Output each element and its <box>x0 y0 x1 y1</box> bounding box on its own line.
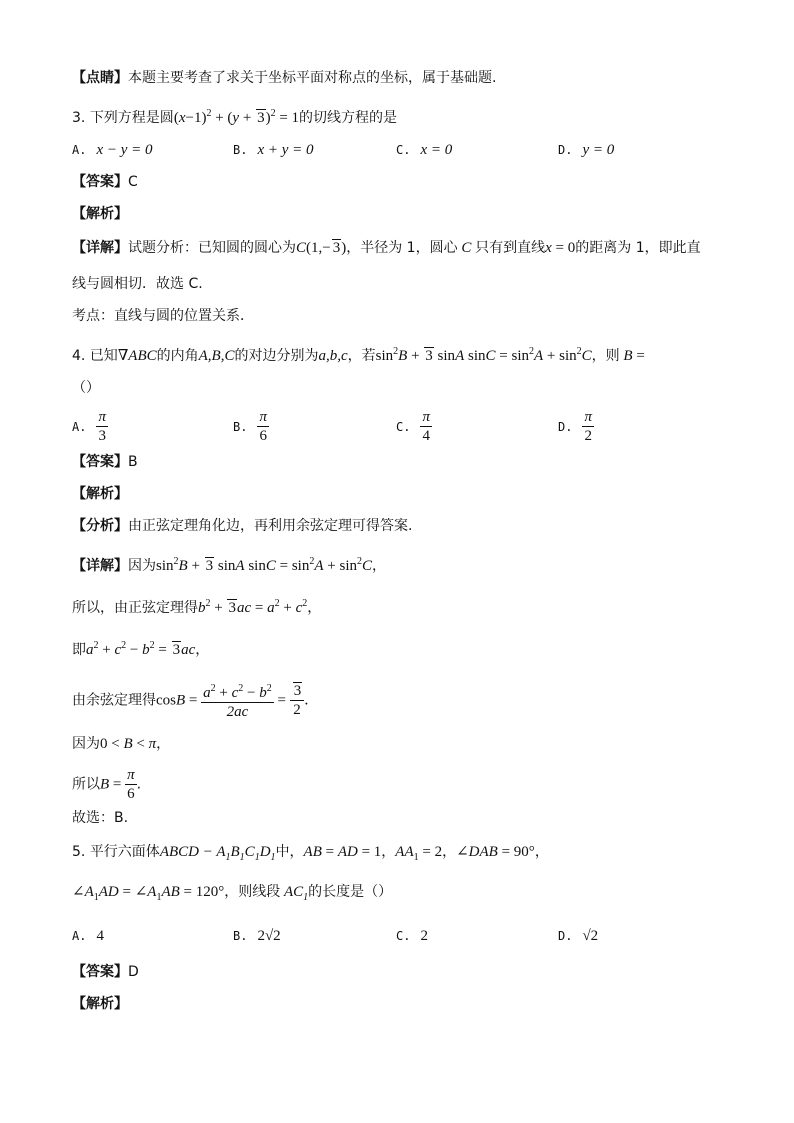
q5-option-d: D. √2 <box>558 928 599 944</box>
q4-option-b: B. $\frac{\pi}{6}$ <box>233 409 267 444</box>
q4-option-d: D. $\frac{\pi}{2}$ <box>558 409 592 444</box>
q4-detail-2: 所以，由正弦定理得$b^2 + 3ac = a^2 + c^2$， <box>72 598 322 616</box>
q4-answer-line: 【答案】B <box>72 454 138 470</box>
q5-option-c: C. 2 <box>396 928 428 944</box>
q3-answer-line <box>72 172 138 192</box>
q4-detail-1: 【详解】因为$\sin^2B + 3$ sinA $\sin C = \sin^2A + \sin^2C$， <box>72 556 386 574</box>
q4-detail-4: 由余弦定理得cosB = $\frac{a^2 + c^2 - b^2}{2ac}$ = $\frac{3}{2}$ ． <box>72 680 318 721</box>
analysis-tag: 【解析】 <box>72 206 128 222</box>
q4-answer: B <box>128 454 138 470</box>
comment-text: 本题主要考查了求关于坐标平面对称点的坐标，属于基础题. <box>128 70 497 86</box>
q3-number: 3. <box>72 110 86 126</box>
q3-circle-equation: $(x-1)^2 + (y + 3)^2 = 1$ <box>173 108 300 126</box>
q4-detail-5: 因为0 < B < π， <box>72 736 171 752</box>
q3-option-d: D. y = 0 <box>558 142 615 158</box>
q5-answer-line: 【答案】D <box>72 964 139 980</box>
q3-option-b: B. x + y = 0 <box>233 142 314 158</box>
q4-analysis-line: 【解析】 <box>72 486 128 502</box>
q4-detail-7: 故选：B. <box>72 810 129 826</box>
q3-option-a: A. x − y = 0 <box>72 142 153 158</box>
comment-line <box>72 68 496 88</box>
q5-answer: D <box>128 964 139 980</box>
q4-fenxi-line: 【分析】由正弦定理角化边，再利用余弦定理可得答案. <box>72 518 413 534</box>
q3-stem <box>72 104 397 128</box>
q5-stem-line-1: 5. 平行六面体ABCD − $A_1B_1C_1D_1$中，AB = AD = 1，$AA_1 = 2$，∠DAB = 90°， <box>72 844 549 863</box>
q5-option-a: A. 4 <box>72 928 104 944</box>
q4-detail-6: 所以B = $\frac{\pi}{6}$ . <box>72 767 142 802</box>
q5-analysis-line: 【解析】 <box>72 996 128 1012</box>
q3-detail-line-2: 线与圆相切．故选 C. <box>72 276 203 292</box>
comment-tag: 【点睛】 <box>72 70 128 86</box>
q3-option-c: C. x = 0 <box>396 142 453 158</box>
q3-kaodian: 考点：直线与圆的位置关系． <box>72 308 254 324</box>
q3-detail-line-1: 【详解】试题分析：已知圆的圆心为C(1,− 3)，半径为 1，圆心 C 只有到直线x = 0的距离为 1，即此直 <box>72 240 701 256</box>
q3-stem-b: 的切线方程的是 <box>299 110 398 126</box>
q3-analysis-line <box>72 204 128 224</box>
q4-detail-3: 即$a^2 + c^2 - b^2 = 3ac$， <box>72 640 210 658</box>
answer-tag: 【答案】 <box>72 174 128 190</box>
q3-answer: C <box>128 174 138 190</box>
q5-stem-line-2: $\angle A_1AD$ = $\angle A_1AB = 120^\circ$，则线段 $AC_1$的长度是（） <box>72 884 393 903</box>
q4-stem-line-1: 4. 已知∇ABC的内角A,B,C的对边分别为a,b,c，若$\sin^2B + 3$ sinA $\sin C = \sin^2A + \sin^2C$，则 B = <box>72 346 645 364</box>
q5-option-b: B. 2√2 <box>233 928 281 944</box>
q3-stem-a: 下列方程是圆 <box>89 110 174 126</box>
q4-option-c: C. $\frac{\pi}{4}$ <box>396 409 430 444</box>
q4-option-a: A. $\frac{\pi}{3}$ <box>72 409 106 444</box>
detail-tag: 【详解】 <box>72 240 128 256</box>
q4-blank: （） <box>72 380 100 396</box>
